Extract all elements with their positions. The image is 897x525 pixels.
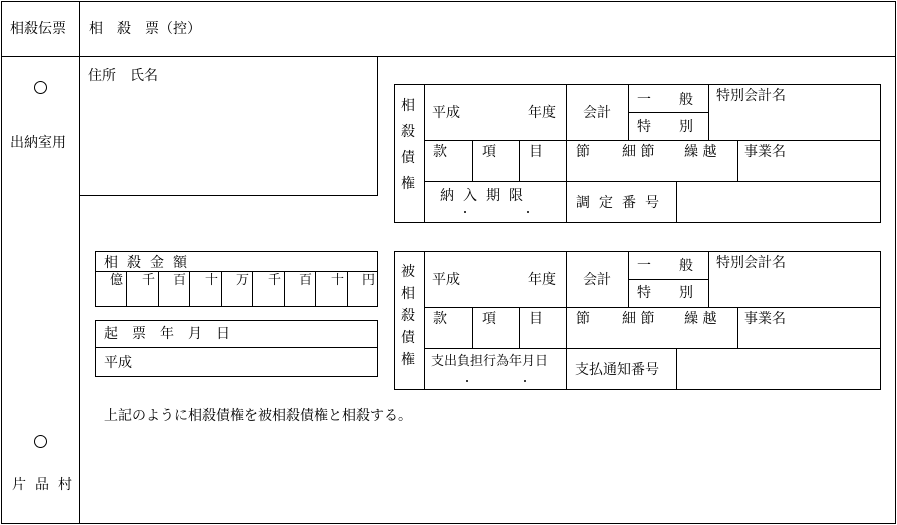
claim-era: 平成 — [432, 105, 460, 121]
claim-account: 会計 — [583, 105, 611, 121]
address-label: 住所 氏名 — [88, 68, 158, 84]
amount-label: 相殺金額 — [104, 255, 196, 271]
liability-row1-divider — [424, 307, 881, 308]
amount-cell-divider — [221, 271, 222, 307]
claim-kurikoshi: 繰 越 — [684, 144, 717, 160]
liability-special: 特 別 — [637, 285, 693, 301]
claim-adjust-no: 調定番号 — [576, 195, 668, 211]
liability-special-name: 特別会計名 — [716, 255, 786, 271]
liability-row2-divider — [424, 348, 881, 349]
liability-account: 会計 — [583, 272, 611, 288]
liability-col-divider — [676, 348, 677, 390]
amount-unit-label: 億 — [110, 273, 124, 288]
amount-unit-label: 十 — [331, 273, 345, 288]
claim-saisetsu: 細 節 — [622, 144, 655, 160]
claim-special: 特 別 — [637, 119, 693, 135]
amount-label-divider — [95, 271, 378, 272]
liability-col-divider — [472, 307, 473, 348]
liability-moku: 目 — [529, 311, 543, 327]
liability-saisetsu: 細 節 — [622, 311, 655, 327]
claim-moku: 目 — [529, 144, 543, 160]
top-label: 相殺伝票 — [10, 21, 66, 37]
claim-setsu: 節 — [576, 144, 590, 160]
claim-side-divider — [424, 84, 425, 223]
amount-cell-divider — [189, 271, 190, 307]
liability-side-divider — [424, 251, 425, 390]
amount-cell-divider — [252, 271, 253, 307]
village-label: 片品村 — [12, 477, 81, 493]
liability-kurikoshi: 繰 越 — [684, 311, 717, 327]
liability-col-divider — [708, 251, 709, 307]
amount-unit-label: 円 — [362, 273, 376, 288]
offset-statement: 上記のように相殺債権を被相殺債権と相殺する。 — [104, 408, 412, 424]
liability-payment-no: 支払通知番号 — [575, 362, 659, 378]
claim-col-divider — [708, 84, 709, 140]
claim-special-name: 特別会計名 — [716, 88, 786, 104]
amount-unit-label: 百 — [173, 273, 187, 288]
liability-kan: 款 — [433, 311, 447, 327]
claim-kou: 項 — [482, 144, 496, 160]
amount-cell-divider — [158, 271, 159, 307]
liability-col-divider — [566, 251, 567, 390]
claim-due-date: 納入期限 — [440, 188, 532, 204]
amount-unit-label: 千 — [268, 273, 282, 288]
header-title: 相 殺 票（控） — [89, 21, 201, 37]
amount-unit-label: 万 — [236, 273, 250, 288]
claim-general-divider — [628, 112, 708, 113]
liability-era: 平成 — [432, 272, 460, 288]
village-stamp-circle — [34, 435, 47, 448]
amount-cell-divider — [347, 271, 348, 307]
office-label: 出納室用 — [10, 135, 66, 151]
liability-date-dot — [466, 380, 468, 382]
claim-side-label: 相 殺 債 権 — [401, 98, 415, 192]
claim-general: 一 般 — [637, 92, 693, 108]
amount-unit-label: 百 — [299, 273, 313, 288]
claim-col-divider — [519, 140, 520, 181]
claim-col-divider — [472, 140, 473, 181]
issue-date-label: 起票年月日 — [104, 326, 244, 342]
amount-unit-label: 千 — [142, 273, 156, 288]
claim-date-dot — [464, 211, 466, 213]
liability-setsu: 節 — [576, 311, 590, 327]
office-stamp-circle — [34, 81, 47, 94]
claim-col-divider — [566, 84, 567, 223]
claim-fiscal-year: 年度 — [528, 105, 556, 121]
claim-col-divider — [676, 181, 677, 223]
claim-row1-divider — [424, 140, 881, 141]
claim-date-dot — [527, 211, 529, 213]
liability-col-divider — [737, 307, 738, 348]
liability-general: 一 般 — [637, 258, 693, 274]
issue-date-divider — [95, 347, 378, 348]
amount-cell-divider — [284, 271, 285, 307]
amount-cell-divider — [126, 271, 127, 307]
amount-unit-label: 十 — [205, 273, 219, 288]
claim-col-divider — [737, 140, 738, 181]
liability-general-divider — [628, 279, 708, 280]
liability-project: 事業名 — [744, 311, 786, 327]
issue-date-era: 平成 — [104, 355, 132, 371]
claim-project: 事業名 — [744, 144, 786, 160]
liability-col-divider — [519, 307, 520, 348]
liability-kou: 項 — [482, 311, 496, 327]
liability-date-dot — [524, 380, 526, 382]
claim-row2-divider — [424, 181, 881, 182]
liability-side-label: 被 相 殺 債 権 — [401, 264, 415, 368]
claim-kan: 款 — [433, 144, 447, 160]
liability-fiscal-year: 年度 — [528, 272, 556, 288]
amount-cell-divider — [315, 271, 316, 307]
liability-commit-date: 支出負担行為年月日 — [431, 354, 549, 369]
